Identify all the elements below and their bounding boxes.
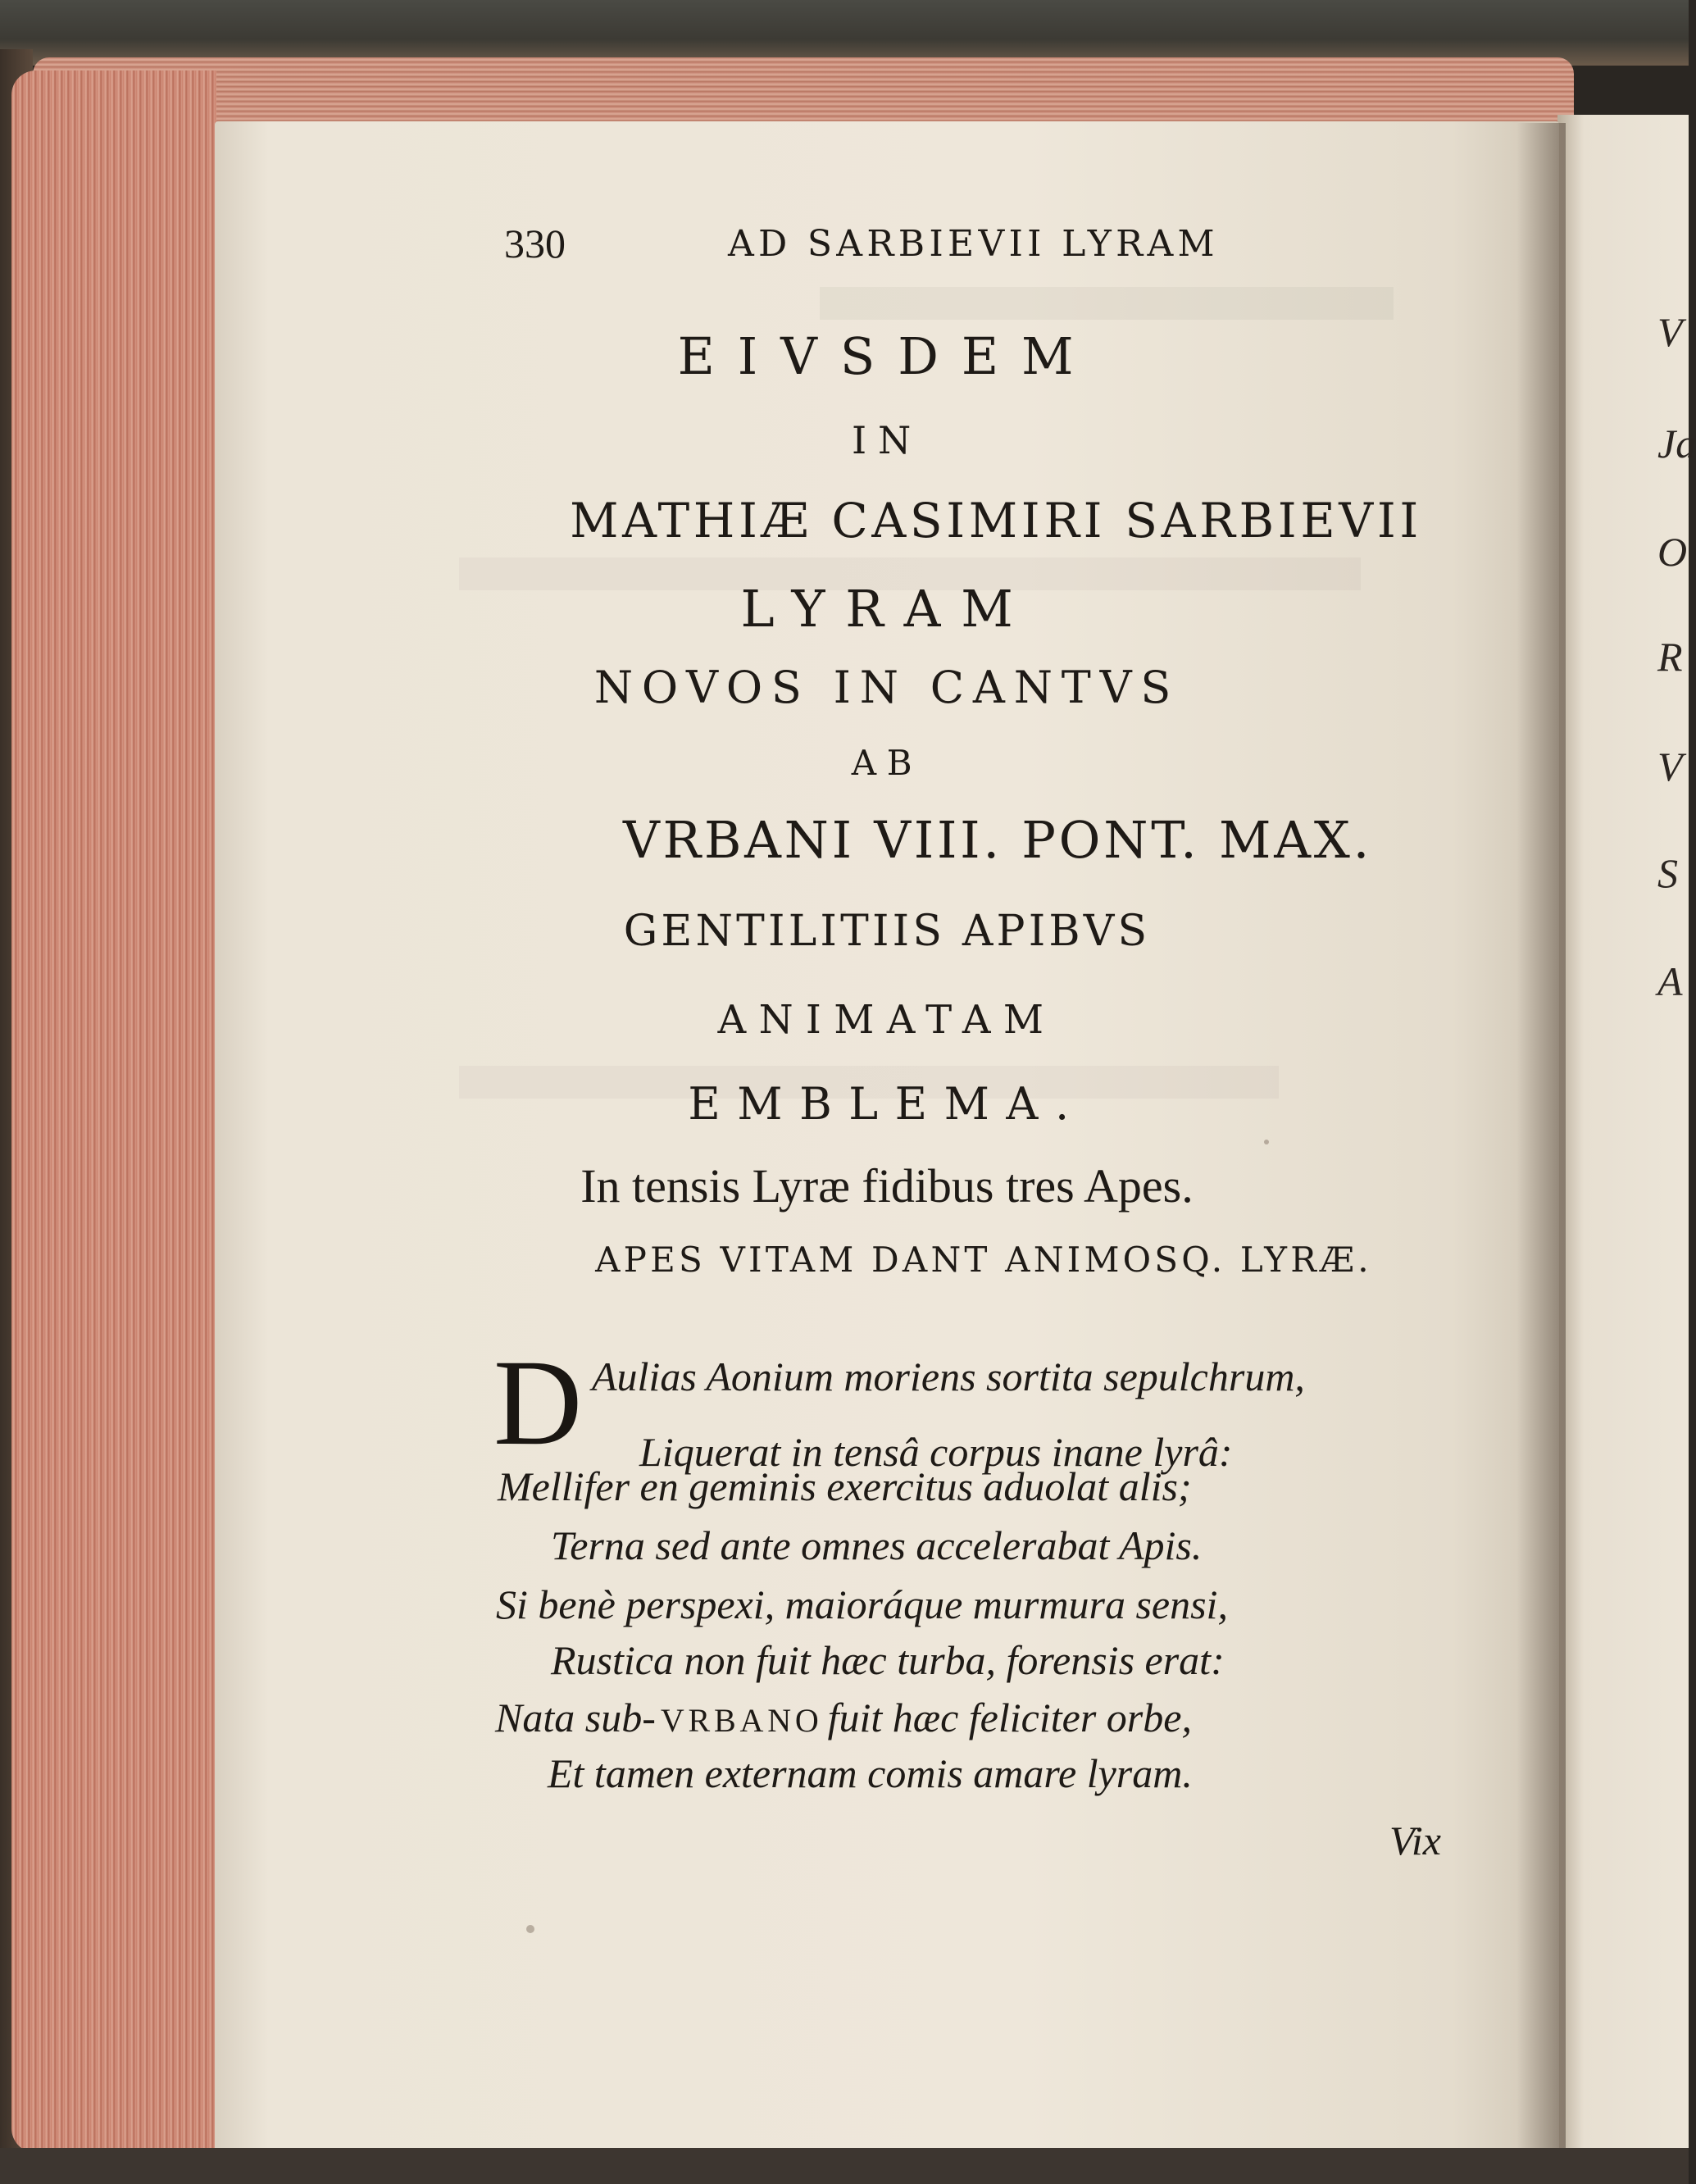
poem-line-6: Rustica non fuit hæc turba, forensis erat:: [551, 1637, 1225, 1683]
title-ab: AB: [851, 743, 923, 783]
page-number: 330: [504, 221, 566, 266]
poem-line-4: Terna sed ante omnes accelerabat Apis.: [551, 1522, 1203, 1568]
book-bottom: [0, 2148, 1689, 2184]
book-cover-top: [0, 0, 1689, 66]
show-through-mark: [820, 287, 1394, 320]
title-eiusdem: EIVSDEM: [677, 326, 1097, 386]
emblem-motto: APES VITAM DANT ANIMOSQ. LYRÆ.: [595, 1240, 1372, 1280]
title-gentilitiis: GENTILITIIS APIBVS: [623, 907, 1151, 956]
facing-fragment: R: [1657, 634, 1683, 680]
poem-line-5: Si benè perspexi, maioráque murmura sensi,: [496, 1581, 1228, 1627]
catchword: Vix: [1389, 1818, 1441, 1863]
poem-line-2: Liquerat in tensâ corpus inane lyrâ:: [639, 1429, 1233, 1475]
gutter-shadow: [1516, 123, 1566, 2148]
title-animatam: ANIMATAM: [717, 997, 1057, 1043]
poem-line-1: Aulias Aonium moriens sortita sepulchrum,: [592, 1354, 1305, 1399]
poem-name-urbano: VRBANO: [660, 1702, 823, 1739]
title-novos-in-cantus: NOVOS IN CANTVS: [593, 662, 1180, 713]
title-in: IN: [851, 418, 923, 462]
page-edges-top: [33, 57, 1574, 131]
paper-speck: [1264, 1140, 1269, 1144]
facing-fragment: Ja: [1657, 421, 1696, 466]
drop-cap: D: [493, 1335, 583, 1471]
title-emblema: EMBLEMA.: [688, 1078, 1086, 1130]
title-urbani: VRBANI VIII. PONT. MAX.: [622, 810, 1373, 870]
facing-fragment: V: [1657, 309, 1683, 355]
facing-fragment: S: [1657, 850, 1678, 896]
poem-line-3: Mellifer en geminis exercitus aduolat alis;: [498, 1463, 1192, 1509]
poem-line-7: [495, 1697, 1192, 1738]
title-sarbievii: MATHIÆ CASIMIRI SARBIEVII: [570, 493, 1422, 548]
page-edges-left: [11, 71, 216, 2153]
running-head: AD SARBIEVII LYRAM: [728, 223, 1219, 265]
emblem-subtitle: In tensis Lyræ fidibus tres Apes.: [580, 1159, 1194, 1213]
paper-speck: [526, 1925, 534, 1933]
poem-line-7-end: fuit hæc feliciter orbe,: [827, 1695, 1192, 1740]
facing-fragment: A: [1657, 958, 1683, 1004]
facing-fragment: O: [1657, 529, 1688, 575]
facing-page: [1557, 115, 1689, 2148]
facing-fragment: V: [1657, 744, 1683, 789]
poem-line-7-start: Nata sub-: [495, 1695, 656, 1740]
poem-line-8: Et tamen externam comis amare lyram.: [548, 1750, 1193, 1796]
title-lyram: LYRAM: [740, 579, 1034, 639]
